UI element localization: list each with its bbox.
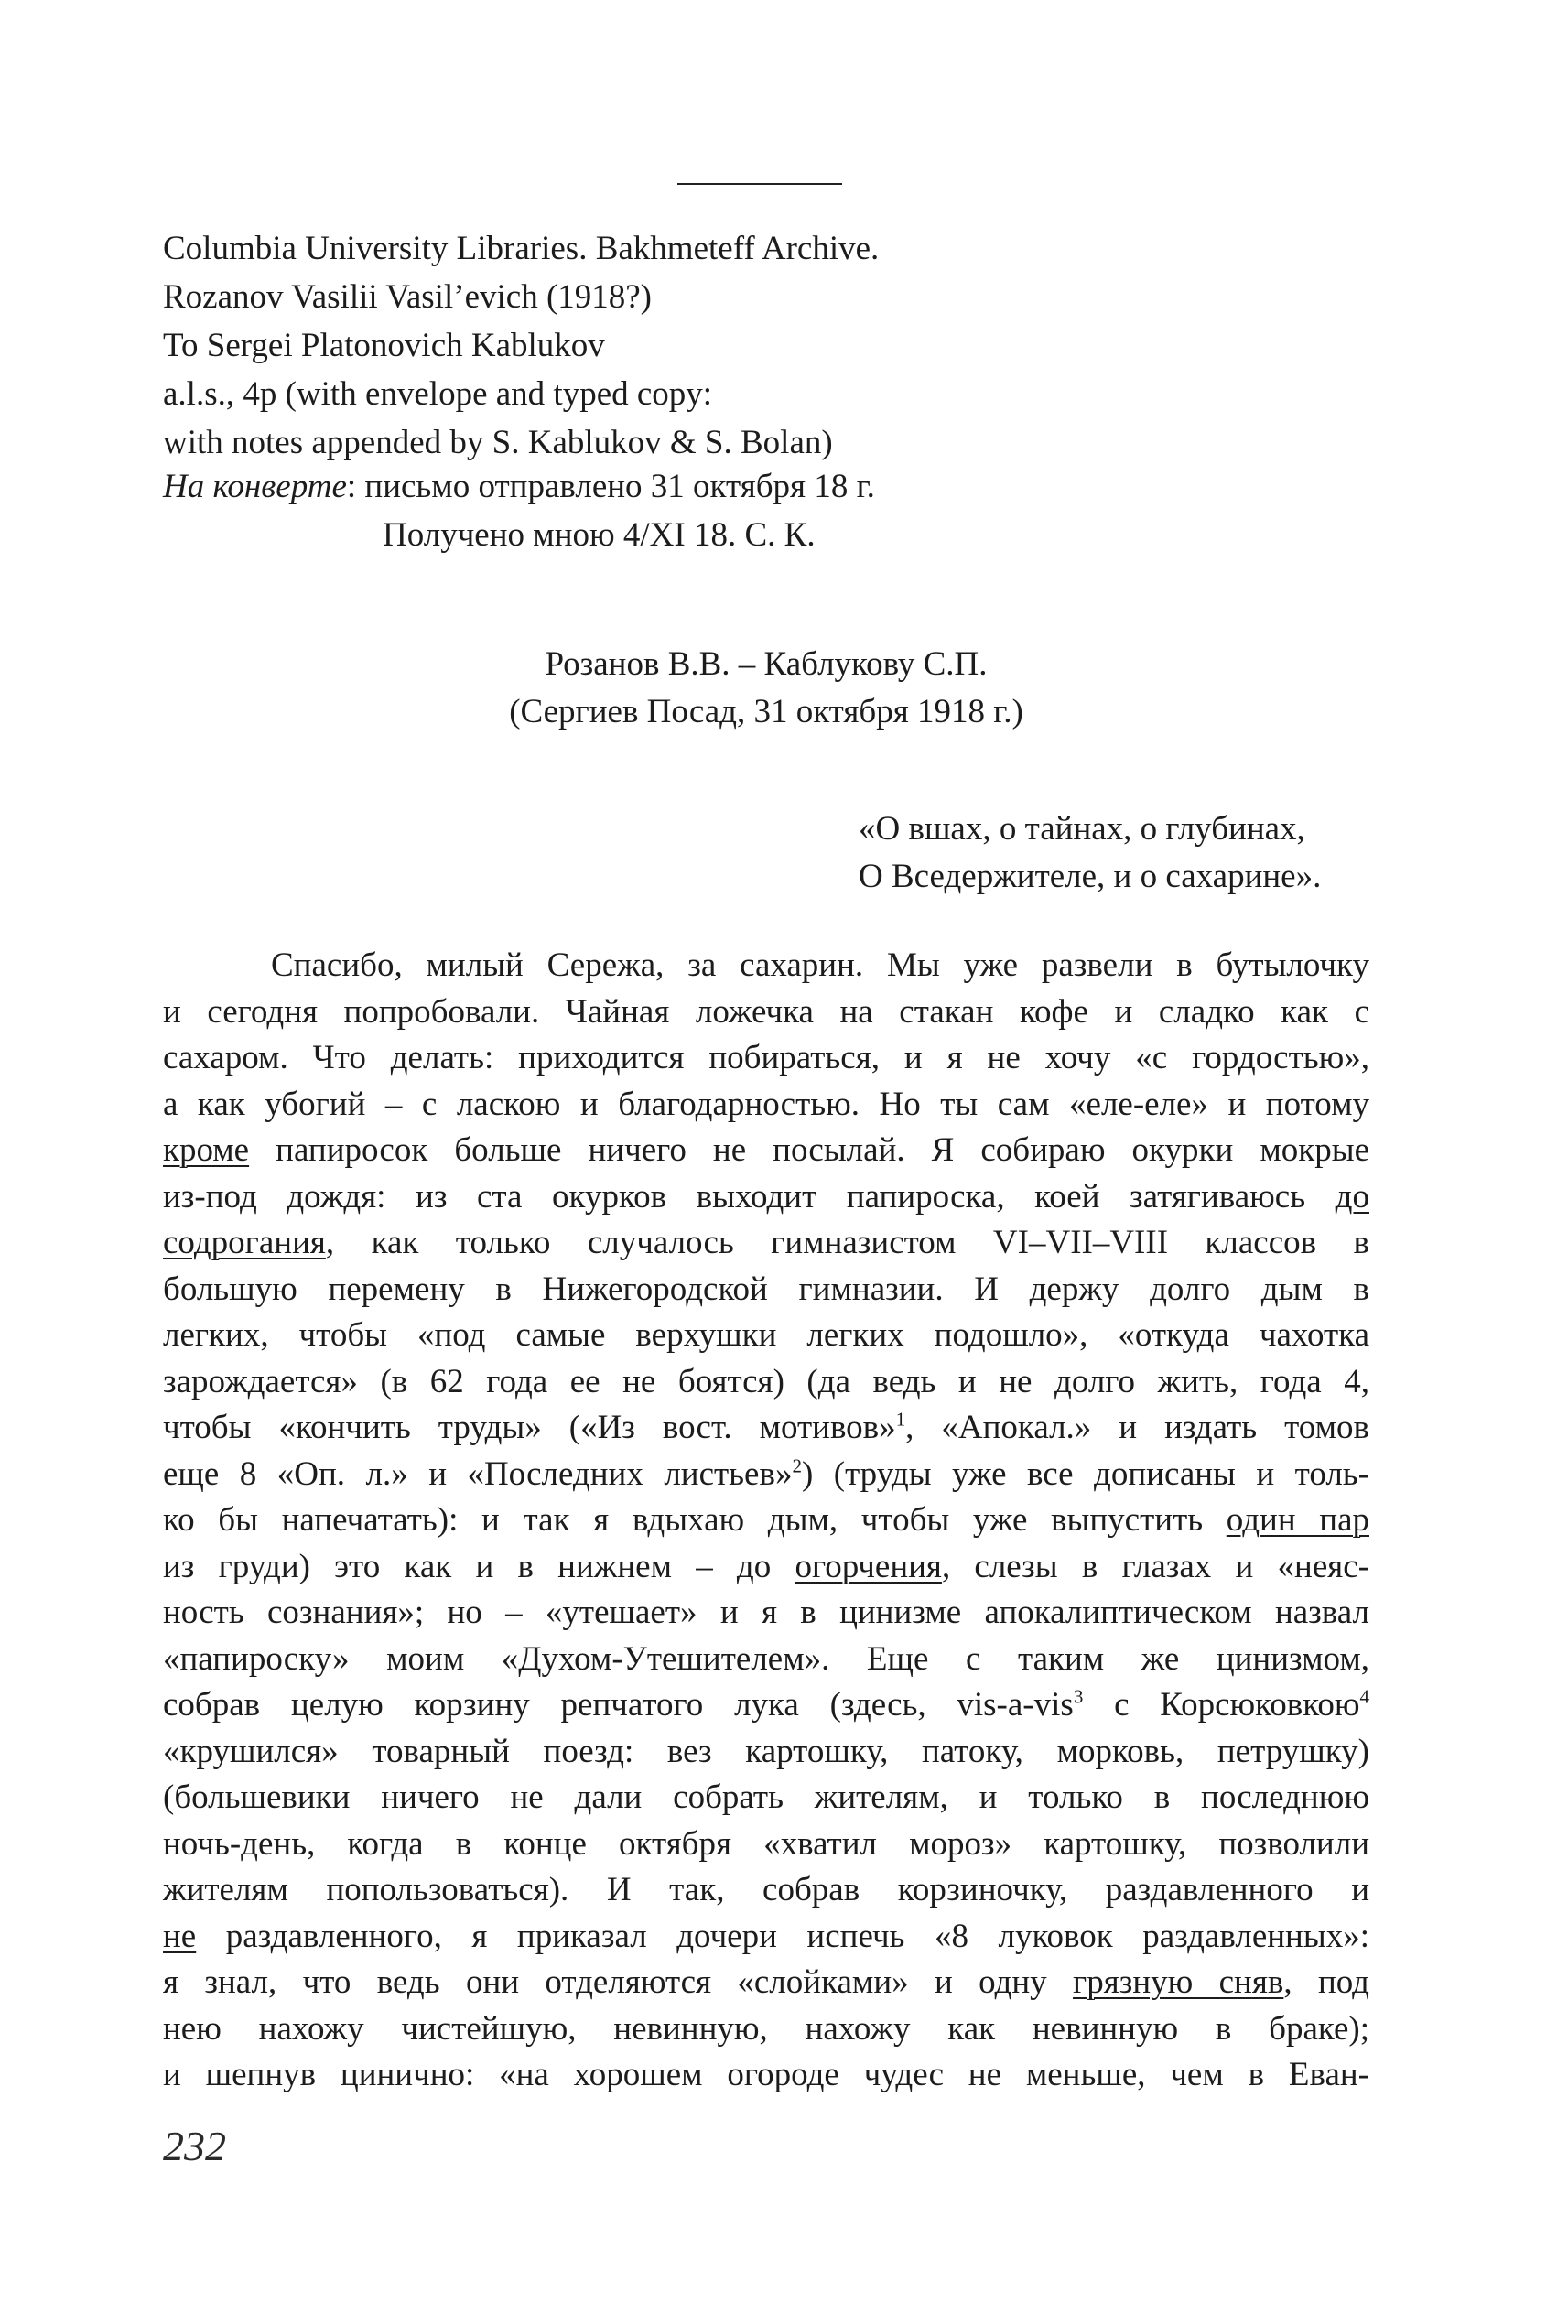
body-text-run: из-под дождя: из ста окурков выходит папироска, коей затягиваюсь	[163, 1177, 1336, 1216]
section-separator-rule	[677, 183, 842, 185]
underlined-word: до	[1335, 1177, 1369, 1216]
archive-line: with notes appended by S. Kablukov & S. Bolan)	[163, 424, 833, 461]
body-line	[163, 1174, 1369, 1221]
body-text-run: раздавленного, я приказал дочери испечь «8 луковок раздавленных»:	[196, 1917, 1369, 1955]
underlined-word: грязную сняв	[1073, 1963, 1284, 2001]
underlined-word: один пар	[1226, 1501, 1369, 1539]
footnote-marker: 3	[1073, 1685, 1084, 1708]
letter-heading	[163, 641, 1369, 736]
archive-line: Columbia University Libraries. Bakhmeteff Archive.	[163, 230, 880, 267]
body-text-run: , под	[1283, 1963, 1369, 2001]
body-line: легких, чтобы «под самые верхушки легких подошло», «откуда чахотка	[163, 1316, 1369, 1354]
epigraph-line: «О вшах, о тайнах, о глубинах,	[859, 810, 1305, 848]
body-line: жителям попользоваться). И так, собрав корзиночку, раздавленного и	[163, 1871, 1369, 1908]
epigraph	[859, 805, 1408, 901]
letter-heading-place-date: (Сергиев Посад, 31 октября 1918 г.)	[509, 693, 1023, 730]
body-line	[163, 1452, 1369, 1498]
body-line	[163, 1914, 1369, 1961]
underlined-word: не	[163, 1917, 197, 1955]
body-line	[163, 1405, 1369, 1452]
body-text-run: ) (труды уже все дописаны и толь-	[801, 1454, 1369, 1493]
body-line	[163, 1220, 1369, 1267]
body-line: «крушился» товарный поезд: вез картошку, патоку, морковь, петрушку)	[163, 1732, 1369, 1770]
page-number: 232	[163, 2123, 226, 2169]
letter-heading-title: Розанов В.В. – Каблукову С.П.	[545, 645, 988, 683]
body-line: нею нахожу чистейшую, невинную, нахожу как невинную в браке);	[163, 2009, 1369, 2048]
envelope-line-1	[163, 462, 1353, 511]
envelope-note	[163, 462, 1353, 559]
archive-line: To Sergei Platonovich Kablukov	[163, 327, 605, 364]
body-text-run: папиросок больше ничего не посылай. Я собираю окурки мокрые	[249, 1131, 1369, 1169]
body-line	[163, 1682, 1369, 1729]
body-text-run: , как только случалось гимназистом VI–VII–VIII классов в	[325, 1224, 1369, 1261]
body-line: ность сознания»; но – «утешает» и я в цинизме апокалиптическом назвал	[163, 1594, 1369, 1631]
epigraph-line: О Вседержителе, и о сахарине».	[859, 858, 1322, 895]
body-line	[163, 1128, 1369, 1174]
body-line: и сегодня попробовали. Чайная ложечка на стакан кофе и сладко как с	[163, 992, 1369, 1031]
underlined-word: содрогания	[163, 1224, 326, 1261]
envelope-sent-text: : письмо отправлено 31 октября 18 г.	[346, 468, 875, 505]
letter-body	[163, 943, 1369, 2099]
archive-line: Rozanov Vasilii Vasil’evich (1918?)	[163, 278, 653, 316]
body-text-run: собрав целую корзину репчатого лука (здесь, vis-a-vis	[163, 1686, 1074, 1724]
body-line	[163, 1960, 1369, 2006]
envelope-label: На конверте	[163, 468, 347, 505]
body-line: (большевики ничего не дали собрать жителям, и только в последнюю	[163, 1778, 1369, 1816]
body-line: ночь-день, когда в конце октября «хватил мороз» картошку, позволили	[163, 1824, 1369, 1863]
body-text-run: , слезы в глазах и «неяс-	[941, 1547, 1370, 1585]
body-line: зарождается» (в 62 года ее не боятся) (да ведь и не долго жить, года 4,	[163, 1362, 1369, 1400]
archive-reference	[163, 224, 1353, 467]
body-line	[163, 1544, 1369, 1591]
envelope-received-text: Получено мною 4/XI 18. С. К.	[383, 516, 816, 554]
footnote-marker: 1	[895, 1408, 906, 1431]
body-line: большую перемену в Нижегородской гимназии. И держу долго дым в	[163, 1270, 1369, 1308]
body-line: а как убогий – с ласкою и благодарностью. Но ты сам «еле-еле» и потому	[163, 1085, 1369, 1123]
body-text-run: ко бы напечатать): и так я вдыхаю дым, чтобы уже выпустить	[163, 1501, 1227, 1539]
footnote-marker: 2	[792, 1454, 802, 1477]
underlined-word: огорчения	[795, 1547, 942, 1585]
body-text-run: из груди) это как и в нижнем – до	[163, 1547, 795, 1585]
footnote-marker: 4	[1359, 1685, 1369, 1708]
archive-line: a.l.s., 4p (with envelope and typed copy:	[163, 375, 713, 413]
body-text-run: чтобы «кончить труды» («Из вост. мотивов»	[163, 1409, 896, 1446]
body-line	[163, 1497, 1369, 1544]
body-text-run: я знал, что ведь они отделяются «слойками» и одну	[163, 1963, 1074, 2001]
body-line: сахаром. Что делать: приходится побираться, и я не хочу «с гордостью»,	[163, 1039, 1369, 1076]
body-line: «папироску» моим «Духом-Утешителем». Еще с таким же цинизмом,	[163, 1639, 1369, 1678]
body-text-run: , «Апокал.» и издать томов	[905, 1409, 1369, 1446]
body-text-run: еще 8 «Оп. л.» и «Последних листьев»	[163, 1454, 793, 1493]
body-text-run: с Корсюковкою	[1083, 1686, 1360, 1724]
underlined-word: кроме	[163, 1131, 250, 1169]
body-line: Спасибо, милый Сережа, за сахарин. Мы уже развели в бутылочку	[271, 946, 1369, 984]
body-line: и шепнув цинично: «на хорошем огороде чудес не меньше, чем в Еван-	[163, 2056, 1369, 2093]
